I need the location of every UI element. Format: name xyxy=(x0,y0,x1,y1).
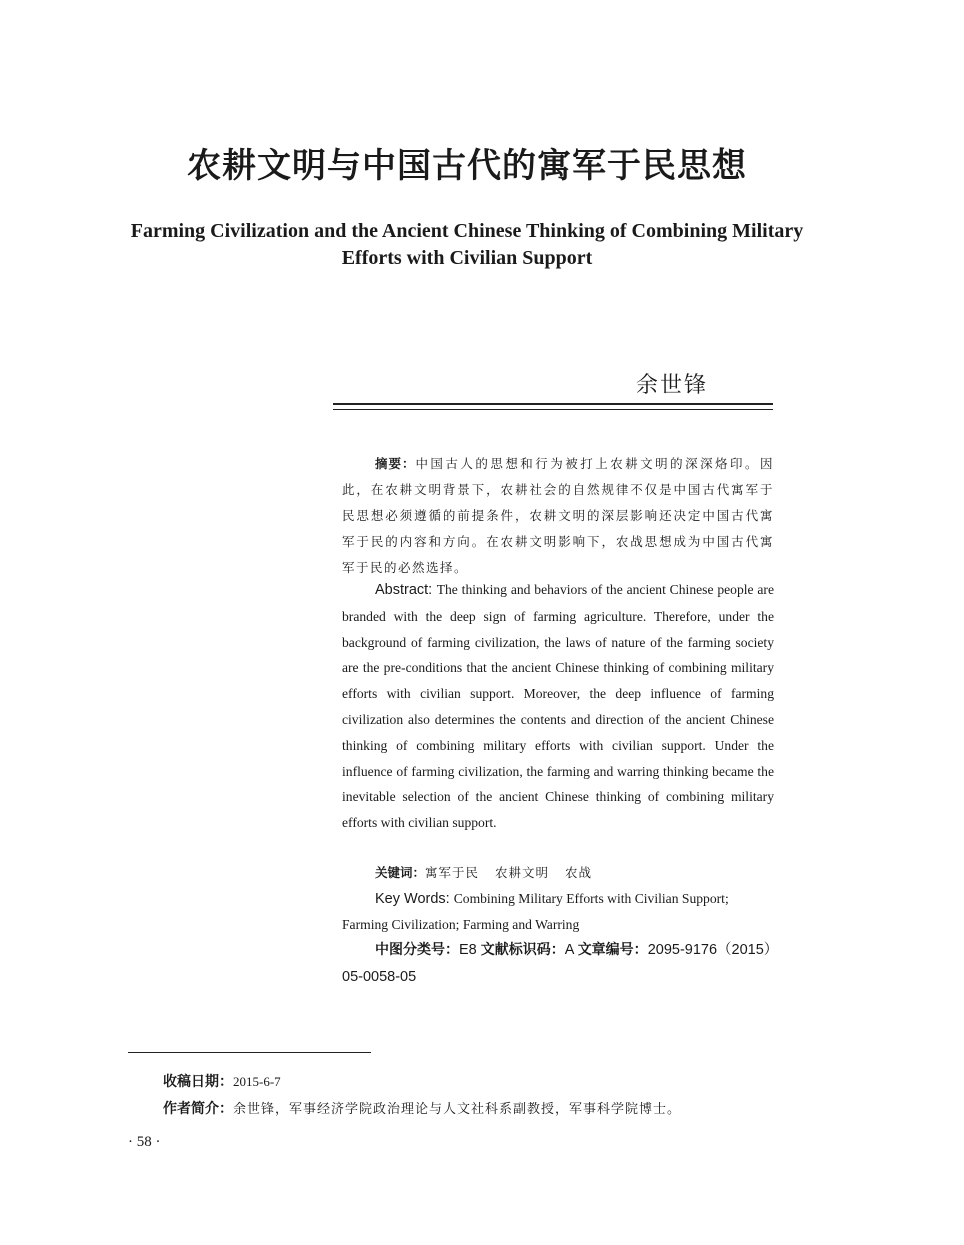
author-rule-thin xyxy=(333,409,773,410)
received-value: 2015-6-7 xyxy=(233,1074,281,1089)
article-no-value: 2095-9176（2015）05-0058-05 xyxy=(342,942,772,985)
abstract-cn-label: 摘要： xyxy=(375,456,416,471)
abstract-chinese xyxy=(342,451,774,581)
article-no-label: 文章编号： xyxy=(577,942,648,958)
clc-label: 中图分类号： xyxy=(375,942,459,958)
keywords-cn-label: 关键词： xyxy=(375,865,426,880)
keyword-item: 农耕文明 xyxy=(495,865,550,880)
title-chinese: 农耕文明与中国古代的寓军于民思想 xyxy=(187,146,747,186)
bio-label: 作者简介： xyxy=(163,1101,233,1117)
abstract-en-text: The thinking and behaviors of the ancient Chinese people are branded with the deep sign of farming agriculture. Therefore, under the background of farming civilization, the laws of nature of the farming society are the pre-conditions that the ancient Chinese thinking of combining military efforts with civilian support. Moreover, the deep influence of farming civilization also determines the contents and direction of the ancient Chinese thinking of combining military efforts with civilian support. Under the influence of farming civilization, the farming and warring thinking became the inevitable selection of the ancient Chinese thinking of combining military efforts with civilian support. xyxy=(342,582,774,831)
doc-code-label: 文献标识码： xyxy=(480,942,565,958)
abstract-cn-text: 中国古人的思想和行为被打上农耕文明的深深烙印。因此，在农耕文明背景下，农耕社会的自然规律不仅是中国古代寓军于民思想必须遵循的前提条件，农耕文明的深层影响还决定中国古代寓军于民的内容和方向。在农耕文明影响下，农战思想成为中国古代寓军于民的必然选择。 xyxy=(342,456,774,575)
doc-code-value: A xyxy=(564,942,574,958)
author-rule-thick xyxy=(333,403,773,405)
keywords-english xyxy=(342,886,774,938)
keywords-en-text: Combining Military Efforts with Civilian Support; Farming Civilization; Farming and Warring xyxy=(342,891,729,932)
received-date xyxy=(163,1071,783,1091)
author-name: 余世锋 xyxy=(635,373,708,398)
bio-value: 余世锋，军事经济学院政治理论与人文社科系副教授，军事科学院博士。 xyxy=(233,1102,682,1117)
keywords-chinese xyxy=(342,861,774,885)
keyword-item: 寓军于民 xyxy=(425,865,480,880)
author-bio xyxy=(163,1098,783,1118)
page-number: · 58 · xyxy=(128,1134,161,1150)
classification-info xyxy=(342,937,774,991)
title-english: Farming Civilization and the Ancient Chinese Thinking of Combining Military Efforts with Civilian Support xyxy=(130,220,804,269)
clc-value: E8 xyxy=(459,942,477,958)
abstract-en-label: Abstract: xyxy=(375,582,437,598)
abstract-english xyxy=(342,577,774,836)
footnote-rule xyxy=(128,1052,371,1053)
keyword-item: 农战 xyxy=(565,865,593,880)
keywords-en-label: Key Words: xyxy=(375,891,454,907)
received-label: 收稿日期： xyxy=(163,1074,233,1090)
